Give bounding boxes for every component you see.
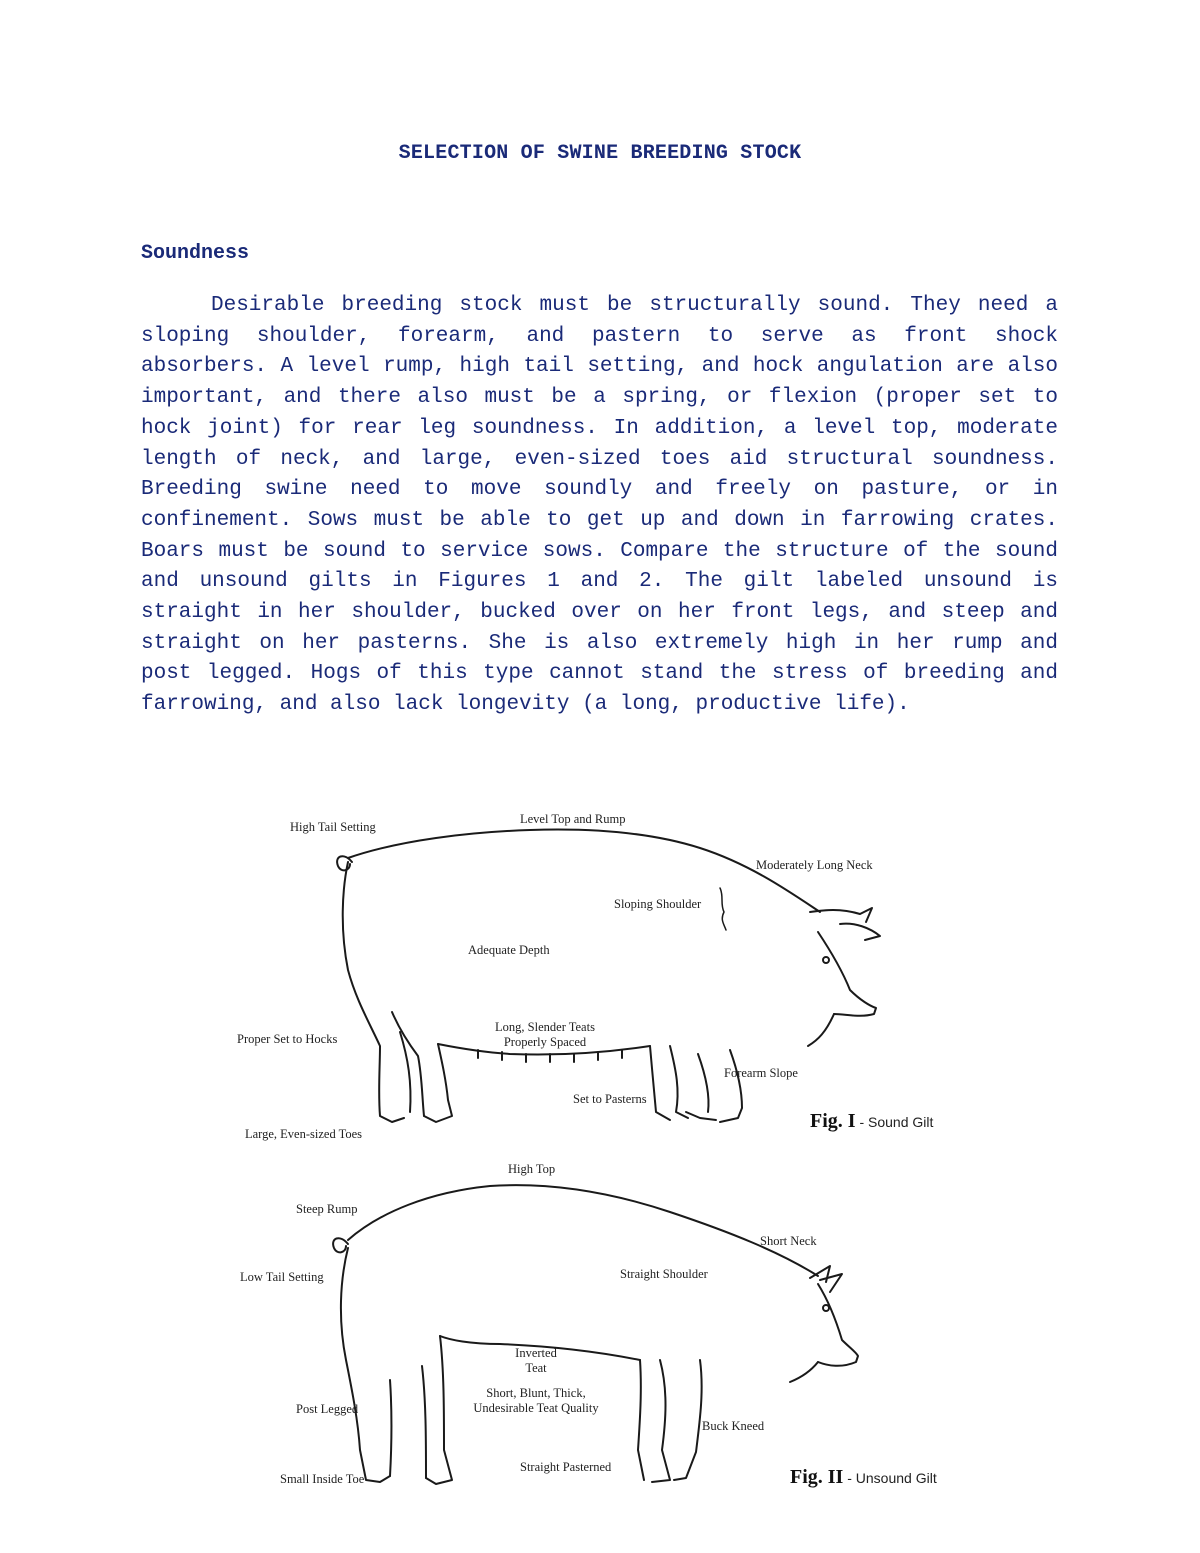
label-forearm-slope: Forearm Slope (724, 1066, 798, 1080)
figure2-caption-text: - Unsound Gilt (843, 1470, 937, 1486)
document-title: SELECTION OF SWINE BREEDING STOCK (398, 142, 802, 165)
label-high-top: High Top (508, 1162, 556, 1176)
label-long-slender-teats-line1: Long, Slender Teats (495, 1020, 595, 1034)
label-proper-set-to-hocks: Proper Set to Hocks (237, 1032, 338, 1046)
sound-gilt-drawing (337, 830, 880, 1122)
label-low-tail-setting: Low Tail Setting (240, 1270, 324, 1284)
label-large-even-sized-toes: Large, Even-sized Toes (245, 1127, 363, 1141)
figure1-caption (810, 1110, 933, 1133)
figure1-caption-label: Fig. I (810, 1110, 856, 1132)
label-short-neck: Short Neck (760, 1234, 817, 1248)
label-buck-kneed: Buck Kneed (702, 1419, 765, 1433)
label-short-blunt-teats (456, 1386, 616, 1416)
label-inverted-teat (496, 1346, 576, 1376)
label-short-blunt-teats-line2: Undesirable Teat Quality (473, 1401, 599, 1415)
label-adequate-depth: Adequate Depth (468, 943, 550, 957)
label-steep-rump: Steep Rump (296, 1202, 358, 1216)
label-long-slender-teats (480, 1020, 610, 1050)
figure2-caption (790, 1466, 937, 1489)
label-set-to-pasterns: Set to Pasterns (573, 1092, 647, 1106)
label-level-top-and-rump: Level Top and Rump (520, 812, 626, 826)
label-long-slender-teats-line2: Properly Spaced (503, 1035, 587, 1049)
figure1-caption-text: - Sound Gilt (855, 1114, 934, 1130)
figure2-caption-label: Fig. II (790, 1466, 844, 1488)
unsound-gilt-drawing (333, 1185, 858, 1484)
label-straight-pasterned: Straight Pasterned (520, 1460, 612, 1474)
label-inverted-teat-line2: Teat (525, 1361, 547, 1375)
section-heading: Soundness (141, 242, 250, 265)
label-moderately-long-neck: Moderately Long Neck (756, 858, 873, 872)
label-inverted-teat-line1: Inverted (515, 1346, 557, 1360)
label-sloping-shoulder: Sloping Shoulder (614, 897, 702, 911)
label-post-legged: Post Legged (296, 1402, 359, 1416)
label-high-tail-setting: High Tail Setting (290, 820, 376, 834)
label-straight-shoulder: Straight Shoulder (620, 1267, 708, 1281)
body-paragraph: Desirable breeding stock must be structurally sound. They need a sloping shoulder, forearm, and pastern to serve as front shock absorbers. A level rump, high tail setting, and hock angulation are also important, and there also must be a spring, or flexion (proper set to hock joint) for rear leg soundness. In addition, a level top, moderate length of neck, and large, even-sized toes aid structural soundness. Breeding swine need to move soundly and freely on pasture, or in confinement. Sows must be able to get up and down in farrowing crates. Boars must be sound to service sows. Compare the structure of the sound and unsound gilts in Figures 1 and 2. The gilt labeled unsound is straight in her shoulder, bucked over on her front legs, and steep and straight on her pasterns. She is also extremely high in her rump and post legged. Hogs of this type cannot stand the stress of breeding and farrowing, and also lack longevity (a long, productive life). (141, 294, 1058, 717)
label-small-inside-toe: Small Inside Toe (280, 1472, 365, 1486)
label-short-blunt-teats-line1: Short, Blunt, Thick, (486, 1386, 586, 1400)
pig-structure-figure (230, 800, 990, 1520)
